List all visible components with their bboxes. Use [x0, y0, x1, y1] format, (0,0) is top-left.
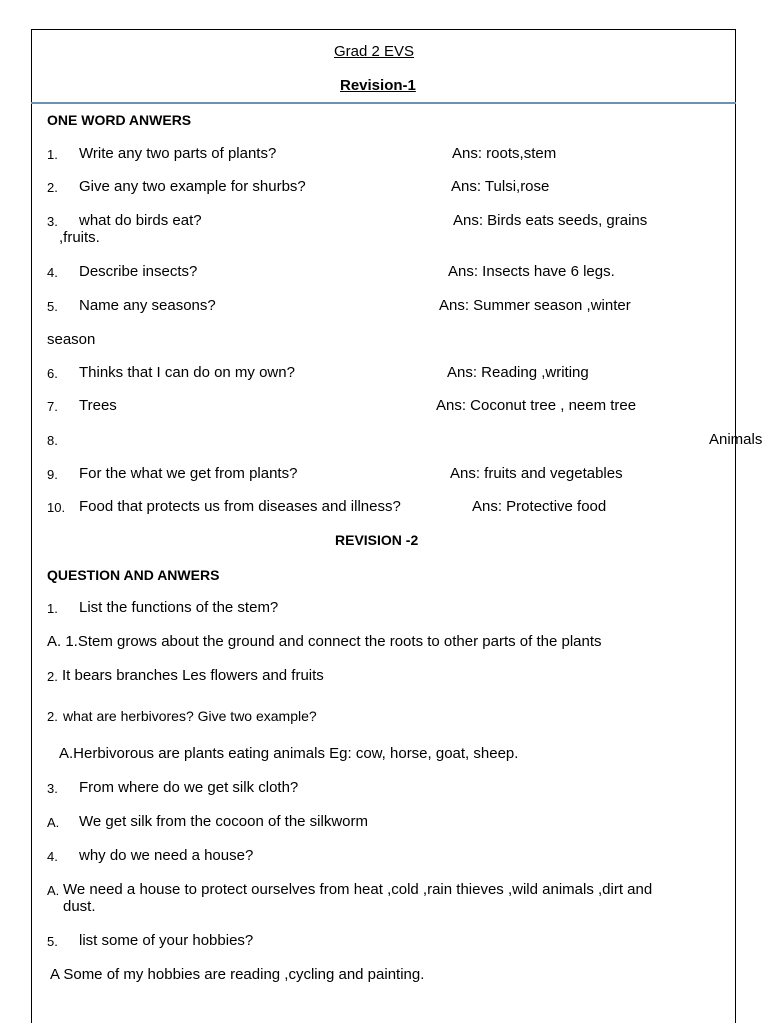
s2-q5-question: list some of your hobbies?: [79, 932, 254, 949]
s2-q4-answer-label: A.: [47, 883, 60, 898]
q8-number: 8.: [47, 433, 58, 448]
q2-number: 2.: [47, 180, 58, 195]
q5-answer-continued: season: [47, 331, 96, 348]
document-subtitle: Revision-1: [340, 77, 416, 94]
s2-q1-question: List the functions of the stem?: [79, 599, 279, 616]
q3-answer-continued: ,fruits.: [59, 229, 100, 246]
q2-question: Give any two example for shurbs?: [79, 178, 306, 195]
q9-question: For the what we get from plants?: [79, 465, 298, 482]
section2-heading: QUESTION AND ANWERS: [47, 567, 220, 583]
s2-q5-number: 5.: [47, 934, 58, 949]
s2-q3-question: From where do we get silk cloth?: [79, 779, 299, 796]
s2-q2-number: 2.: [47, 709, 58, 724]
q4-answer: Ans: Insects have 6 legs.: [448, 263, 615, 280]
s2-q1-answer-2: It bears branches Les flowers and fruits: [62, 667, 324, 684]
q9-number: 9.: [47, 467, 58, 482]
s2-q3-answer-label: A.: [47, 815, 60, 830]
s2-q4-answer: We need a house to protect ourselves from heat ,cold ,rain thieves ,wild animals ,dirt and: [63, 881, 653, 898]
q3-answer: Ans: Birds eats seeds, grains: [453, 212, 648, 229]
s2-q1-answer: A. 1.Stem grows about the ground and connect the roots to other parts of the plants: [47, 633, 602, 650]
s2-q4-question: why do we need a house?: [79, 847, 254, 864]
q5-answer: Ans: Summer season ,winter: [439, 297, 631, 314]
document-title: Grad 2 EVS: [334, 43, 415, 60]
s2-q1-answer-2-number: 2.: [47, 669, 58, 684]
q1-answer: Ans: roots,stem: [452, 145, 557, 162]
s2-q3-answer: We get silk from the cocoon of the silkworm: [79, 813, 368, 830]
s2-q3-number: 3.: [47, 781, 58, 796]
q10-number: 10.: [47, 500, 66, 515]
q3-question: what do birds eat?: [79, 212, 202, 229]
s2-q4-number: 4.: [47, 849, 58, 864]
q5-number: 5.: [47, 299, 58, 314]
header-divider: [31, 102, 736, 104]
q6-question: Thinks that I can do on my own?: [79, 364, 295, 381]
s2-q4-answer-continued: dust.: [63, 898, 96, 915]
section1-heading: ONE WORD ANWERS: [47, 112, 192, 128]
q6-number: 6.: [47, 366, 58, 381]
s2-q1-number: 1.: [47, 601, 58, 616]
q7-answer: Ans: Coconut tree , neem tree: [436, 397, 637, 414]
q2-answer: Ans: Tulsi,rose: [451, 178, 550, 195]
s2-q2-answer: A.Herbivorous are plants eating animals Eg: cow, horse, goat, sheep.: [59, 745, 519, 762]
s2-q5-answer: A Some of my hobbies are reading ,cycling and painting.: [50, 966, 425, 983]
q3-number: 3.: [47, 214, 58, 229]
q7-question: Trees: [79, 397, 117, 414]
q5-question: Name any seasons?: [79, 297, 216, 314]
q7-number: 7.: [47, 399, 58, 414]
q1-number: 1.: [47, 147, 58, 162]
q10-answer: Ans: Protective food: [472, 498, 607, 515]
s2-q2-question: what are herbivores? Give two example?: [63, 708, 317, 724]
q10-question: Food that protects us from diseases and illness?: [79, 498, 401, 515]
q8-question: Animals: [709, 431, 763, 448]
q4-number: 4.: [47, 265, 58, 280]
q9-answer: Ans: fruits and vegetables: [450, 465, 623, 482]
revision2-title: REVISION -2: [335, 532, 419, 548]
q4-question: Describe insects?: [79, 263, 198, 280]
q1-question: Write any two parts of plants?: [79, 145, 277, 162]
q6-answer: Ans: Reading ,writing: [447, 364, 589, 381]
